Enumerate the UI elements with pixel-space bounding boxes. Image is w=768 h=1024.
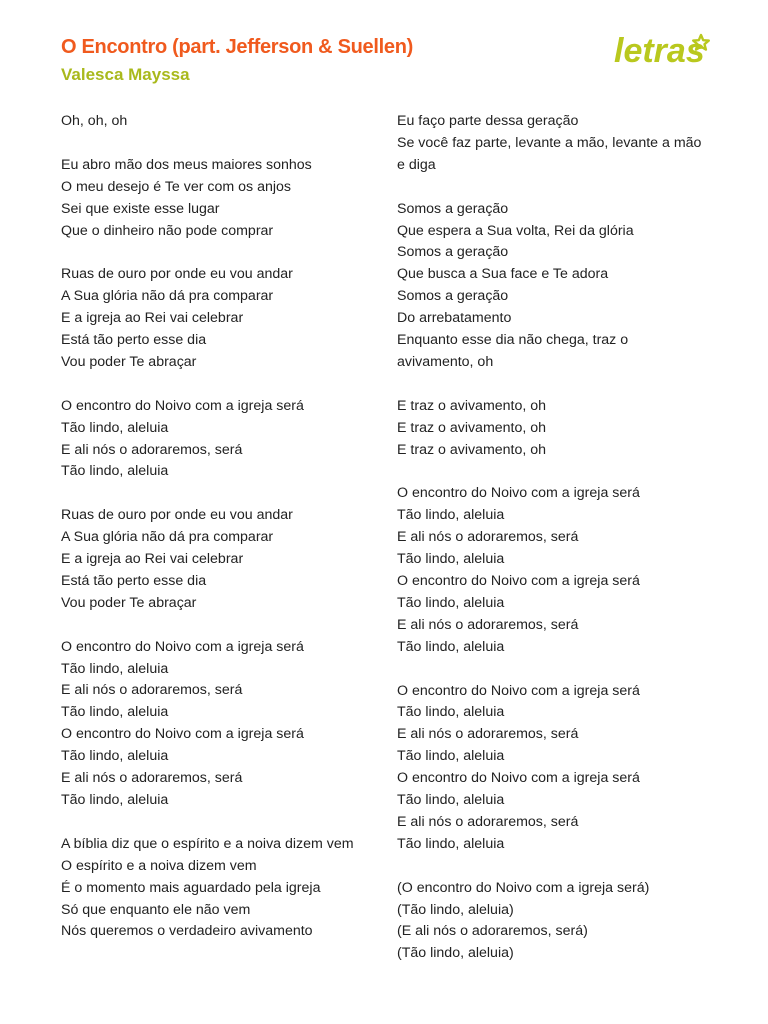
lyric-line: E ali nós o adoraremos, será xyxy=(397,813,579,830)
lyric-line: O espírito e a noiva dizem vem xyxy=(61,857,257,874)
lyric-line: Tão lindo, aleluia xyxy=(397,704,505,721)
lyric-line: E traz o avivamento, oh xyxy=(397,397,547,414)
lyric-stanza xyxy=(397,681,707,856)
lyric-line: Se você faz parte, levante a mão, levante a mão e diga xyxy=(397,134,702,173)
lyric-line: O meu desejo é Te ver com os anjos xyxy=(61,178,292,195)
lyric-line: Só que enquanto ele não vem xyxy=(61,901,251,918)
lyric-line: Ruas de ouro por onde eu vou andar xyxy=(61,266,293,283)
lyric-stanza xyxy=(61,396,361,484)
lyric-line: (Tão lindo, aleluia) xyxy=(397,901,514,918)
lyric-stanza xyxy=(61,264,361,374)
lyric-line: Tão lindo, aleluia xyxy=(397,748,505,765)
lyric-stanza xyxy=(397,878,707,966)
lyric-line: Do arrebatamento xyxy=(397,310,512,327)
lyric-line: O encontro do Noivo com a igreja será xyxy=(61,726,304,743)
lyric-stanza xyxy=(397,111,707,177)
lyric-line: E ali nós o adoraremos, será xyxy=(61,682,243,699)
lyric-line: Tão lindo, aleluia xyxy=(397,507,505,524)
lyric-line: Vou poder Te abraçar xyxy=(61,594,197,611)
lyric-stanza xyxy=(397,396,707,462)
lyric-line: Tão lindo, aleluia xyxy=(61,419,169,436)
lyric-line: E traz o avivamento, oh xyxy=(397,441,547,458)
lyric-line: Tão lindo, aleluia xyxy=(61,660,169,677)
lyric-stanza xyxy=(397,199,707,374)
lyric-line: O encontro do Noivo com a igreja será xyxy=(397,572,640,589)
lyric-line: Somos a geração xyxy=(397,200,509,217)
lyric-line: Tão lindo, aleluia xyxy=(61,704,169,721)
lyric-line: O encontro do Noivo com a igreja será xyxy=(61,397,304,414)
lyric-line: Ruas de ouro por onde eu vou andar xyxy=(61,507,293,524)
lyric-line: Vou poder Te abraçar xyxy=(61,353,197,370)
lyric-stanza xyxy=(61,505,361,615)
lyric-line: Enquanto esse dia não chega, traz o avivamento, oh xyxy=(397,332,629,370)
lyric-line: E traz o avivamento, oh xyxy=(397,419,547,436)
lyric-line: O encontro do Noivo com a igreja será xyxy=(397,485,640,502)
lyric-line: (E ali nós o adoraremos, será) xyxy=(397,923,588,940)
lyric-line: Tão lindo, aleluia xyxy=(61,463,169,480)
lyric-line: A Sua glória não dá pra comparar xyxy=(61,288,274,305)
lyric-line: Tão lindo, aleluia xyxy=(397,835,505,852)
logo-text: letras xyxy=(614,32,705,70)
lyric-line: Que o dinheiro não pode comprar xyxy=(61,222,274,239)
artist-name: Valesca Mayssa xyxy=(61,65,190,84)
lyric-line: Eu faço parte dessa geração xyxy=(397,113,579,129)
lyric-line: Está tão perto esse dia xyxy=(61,572,207,589)
lyric-line: A bíblia diz que o espírito e a noiva dizem vem xyxy=(61,835,354,852)
lyric-line: Que espera a Sua volta, Rei da glória xyxy=(397,222,634,239)
lyric-line: Nós queremos o verdadeiro avivamento xyxy=(61,923,313,940)
lyric-line: Oh, oh, oh xyxy=(61,113,128,129)
lyric-line: (O encontro do Noivo com a igreja será) xyxy=(397,879,650,896)
lyric-line: E ali nós o adoraremos, será xyxy=(397,616,579,633)
lyric-stanza xyxy=(61,834,361,944)
lyric-line: Que busca a Sua face e Te adora xyxy=(397,266,609,283)
lyric-line: Tão lindo, aleluia xyxy=(61,748,169,765)
lyric-line: Tão lindo, aleluia xyxy=(397,551,505,568)
lyric-line: E a igreja ao Rei vai celebrar xyxy=(61,551,244,568)
lyric-line: E ali nós o adoraremos, será xyxy=(61,441,243,458)
lyrics-column-left xyxy=(61,111,361,965)
lyric-line: Tão lindo, aleluia xyxy=(397,792,505,809)
lyric-line: Tão lindo, aleluia xyxy=(397,638,505,655)
lyric-stanza xyxy=(61,111,361,133)
lyric-line: E ali nós o adoraremos, será xyxy=(61,770,243,787)
lyrics-column-right xyxy=(397,111,707,987)
letras-logo xyxy=(612,26,712,74)
lyric-stanza xyxy=(61,637,361,812)
lyric-stanza xyxy=(61,155,361,243)
lyric-line: O encontro do Noivo com a igreja será xyxy=(61,638,304,655)
lyric-line: Eu abro mão dos meus maiores sonhos xyxy=(61,156,312,173)
lyric-line: E ali nós o adoraremos, será xyxy=(397,529,579,546)
lyric-line: O encontro do Noivo com a igreja será xyxy=(397,682,640,699)
lyric-line: O encontro do Noivo com a igreja será xyxy=(397,770,640,787)
lyric-line: A Sua glória não dá pra comparar xyxy=(61,529,274,546)
lyric-line: (Tão lindo, aleluia) xyxy=(397,945,514,962)
lyric-line: Somos a geração xyxy=(397,244,509,261)
song-title: O Encontro (part. Jefferson & Suellen) xyxy=(61,36,413,58)
lyric-line: Tão lindo, aleluia xyxy=(61,792,169,809)
lyric-line: Somos a geração xyxy=(397,288,509,305)
lyric-line: E ali nós o adoraremos, será xyxy=(397,726,579,743)
lyric-line: Está tão perto esse dia xyxy=(61,332,207,349)
lyric-line: Tão lindo, aleluia xyxy=(397,594,505,611)
lyric-line: E a igreja ao Rei vai celebrar xyxy=(61,310,244,327)
lyric-line: É o momento mais aguardado pela igreja xyxy=(61,879,321,896)
lyric-line: Sei que existe esse lugar xyxy=(61,200,220,217)
lyric-stanza xyxy=(397,483,707,658)
